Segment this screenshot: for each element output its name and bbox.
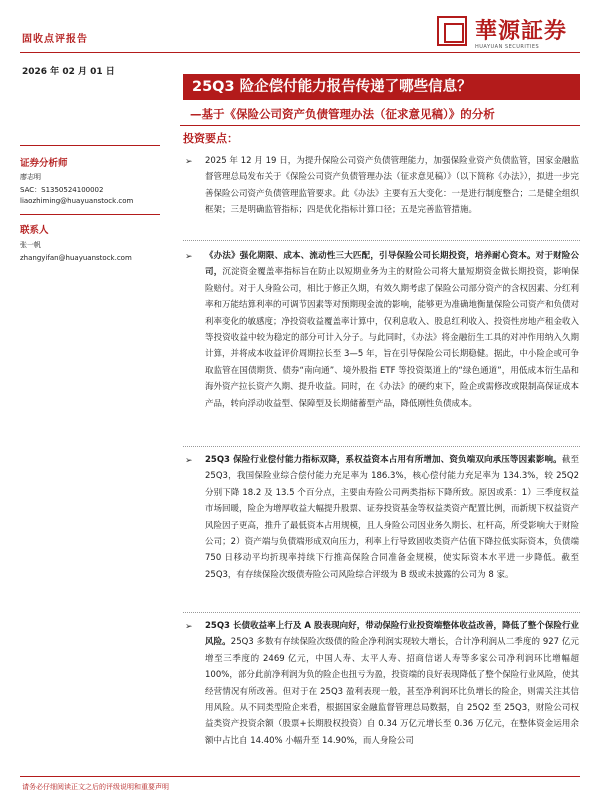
- brand-logo: [437, 12, 577, 56]
- paragraph-text: 25Q3 多数有存续保险次级债的险企净利润实现较大增长，合计净利润从二季度的 927 亿元增至三季度的 2469 亿元，中国人寿、太平人寿、招商信诺人寿等多家公司净利润环比增幅超 100%，部分此前净利润为负的险企也扭亏为盈，投资端的良好表现降低了整个保险行业风险，使其经营情况有所改善。但对于在 25Q3 盈利表现一般，甚至净利润环比负增长的险企，则需关注其信用风险。从不同类型险企来看，根据国家金融监督管理总局数据，自 25Q2 至 25Q3，财险公司权益类资产投资余额（股票+长期股权投资）自 0.34 万亿元增长至 0.36 万亿元，在整体资金运用余额中占比自 14.40% 小幅升至 14.90%，而人身险公司: [205, 637, 579, 746]
- header-divider: [20, 52, 580, 53]
- bullet-icon: ➢: [185, 456, 193, 466]
- paragraph-text: 2025 年 12 月 19 日，为提升保险公司资产负债管理能力，加强保险业资产负债监管，国家金融监督管理总局发布关于《保险公司资产负债管理办法（征求意见稿）》（以下简称《办法》），拟进一步完善保险公司资产负债管理监管要求。此《办法》主要有五大变化：一是进行制度整合；二是健全组织框架；三是明确监管指标；四是优化指标计算口径；五是完善监管措施。: [205, 156, 580, 216]
- footer-disclaimer: 请务必仔细阅读正文之后的评级说明和重要声明: [22, 783, 169, 791]
- paragraph-lead: 25Q3 长债收益率上行及 A 股表现向好，带动保险行业投资端整体收益改善，降低了整个保险行业风险。: [205, 621, 579, 648]
- report-subtitle: —基于《保险公司资产负债管理办法（征求意见稿）》的分析: [190, 107, 495, 121]
- subtitle-divider: [180, 125, 580, 126]
- sidebar-divider: [20, 145, 160, 146]
- logo-mark-icon: [437, 16, 467, 46]
- contact-email[interactable]: zhangyifan@huayuanstock.com: [20, 254, 132, 262]
- report-date: 2026 年 02 月 01 日: [22, 67, 115, 77]
- key-points-label: 投资要点：: [183, 132, 238, 145]
- analyst-sac: SAC：S1350524100002: [20, 186, 104, 194]
- logo-text: 華源証券: [475, 18, 568, 44]
- paragraph: [205, 153, 579, 219]
- paragraph: [205, 618, 579, 768]
- analyst-email[interactable]: liaozhiming@huayuanstock.com: [20, 197, 134, 205]
- logo-subtext: HUAYUAN SECURITIES: [475, 44, 540, 50]
- paragraph: [205, 248, 579, 412]
- analyst-heading: 证券分析师: [20, 158, 68, 169]
- contact-name: 张一帆: [20, 241, 41, 249]
- bullet-icon: ➢: [185, 252, 193, 262]
- bullet-icon: ➢: [185, 622, 193, 632]
- paragraph-text: 截至 25Q3，我国保险业综合偿付能力充足率为 186.3%，核心偿付能力充足率为 134.3%，较 25Q2 分别下降 18.2 及 13.5 个百分点，主要由寿险公司两类指标下降所致。原因或系：1）三季度权益市场回暖，险企为增厚收益大幅提升股票、证券投资基金等权益类资产配置比例，而新规下权益资产风险因子更高，推升了最低资本占用规模，且人身险公司因业务久期长、杠杆高，所受影响大于财险公司；2）资产端与负债端形成双向压力，利率上行导致固收类资产估值下降拉低实际资本，负债端 750 日移动平均折现率持续下行推高保险合同准备金规模，使实际资本水平进一步降低。截至 25Q3，有存续保险次级债寿险公司风险综合评级为 B 级或未披露的公司为 8 家。: [205, 455, 580, 580]
- section-divider: [183, 446, 580, 447]
- sidebar-divider: [20, 214, 160, 215]
- section-divider: [183, 240, 580, 241]
- paragraph-lead: 25Q3 保险行业偿付能力指标双降，系权益资本占用有所增加、资负端双向承压等因素影响。: [205, 455, 562, 465]
- section-divider: [183, 612, 580, 613]
- paragraph: [205, 452, 579, 583]
- report-category: 固收点评报告: [22, 34, 88, 45]
- contact-heading: 联系人: [20, 225, 49, 236]
- report-title: 25Q3 险企偿付能力报告传递了哪些信息？: [183, 74, 580, 100]
- paragraph-lead: 《办法》强化期限、成本、流动性三大匹配，引导保险公司长期投资，培养耐心资本。对于财险公司，: [205, 251, 579, 278]
- footer-divider: [20, 776, 580, 777]
- analyst-name: 廖志明: [20, 173, 41, 181]
- paragraph-text: 沉淀资金覆盖率指标旨在防止以短期业务为主的财险公司将大量短期资金做长期投资，影响保险赔付。对于人身险公司，相比于修正久期，有效久期考虑了保险公司部分资产的含权因素、分红利率和万能结算利率的可调节因素等对预期现金流的影响，能够更为准确地衡量保险公司资产和负债对利率变化的敏感度；净投资收益覆盖率计算中，仅利息收入、股息红利收入、投资性房地产租金收入等投资收益中较为稳定的部分可计入分子。与此同时，《办法》将金融衍生工具的对冲作用纳入久期计算，并将成本收益评价周期拉长至 3—5 年，旨在引导保险公司长期稳健。据此，中小险企或可争取监管在国债期货、债券“南向通”、境外股指 ETF 等投资渠道上的“绿色通道”，用低成本衍生品和海外资产拉长资产久期、提升收益。同时，在《办法》的硬约束下，险企或需修改或限制高保证成本产品，转向浮动收益型、保障型及长期储蓄型产品，降低刚性负债成本。: [205, 267, 580, 409]
- bullet-icon: ➢: [185, 157, 193, 167]
